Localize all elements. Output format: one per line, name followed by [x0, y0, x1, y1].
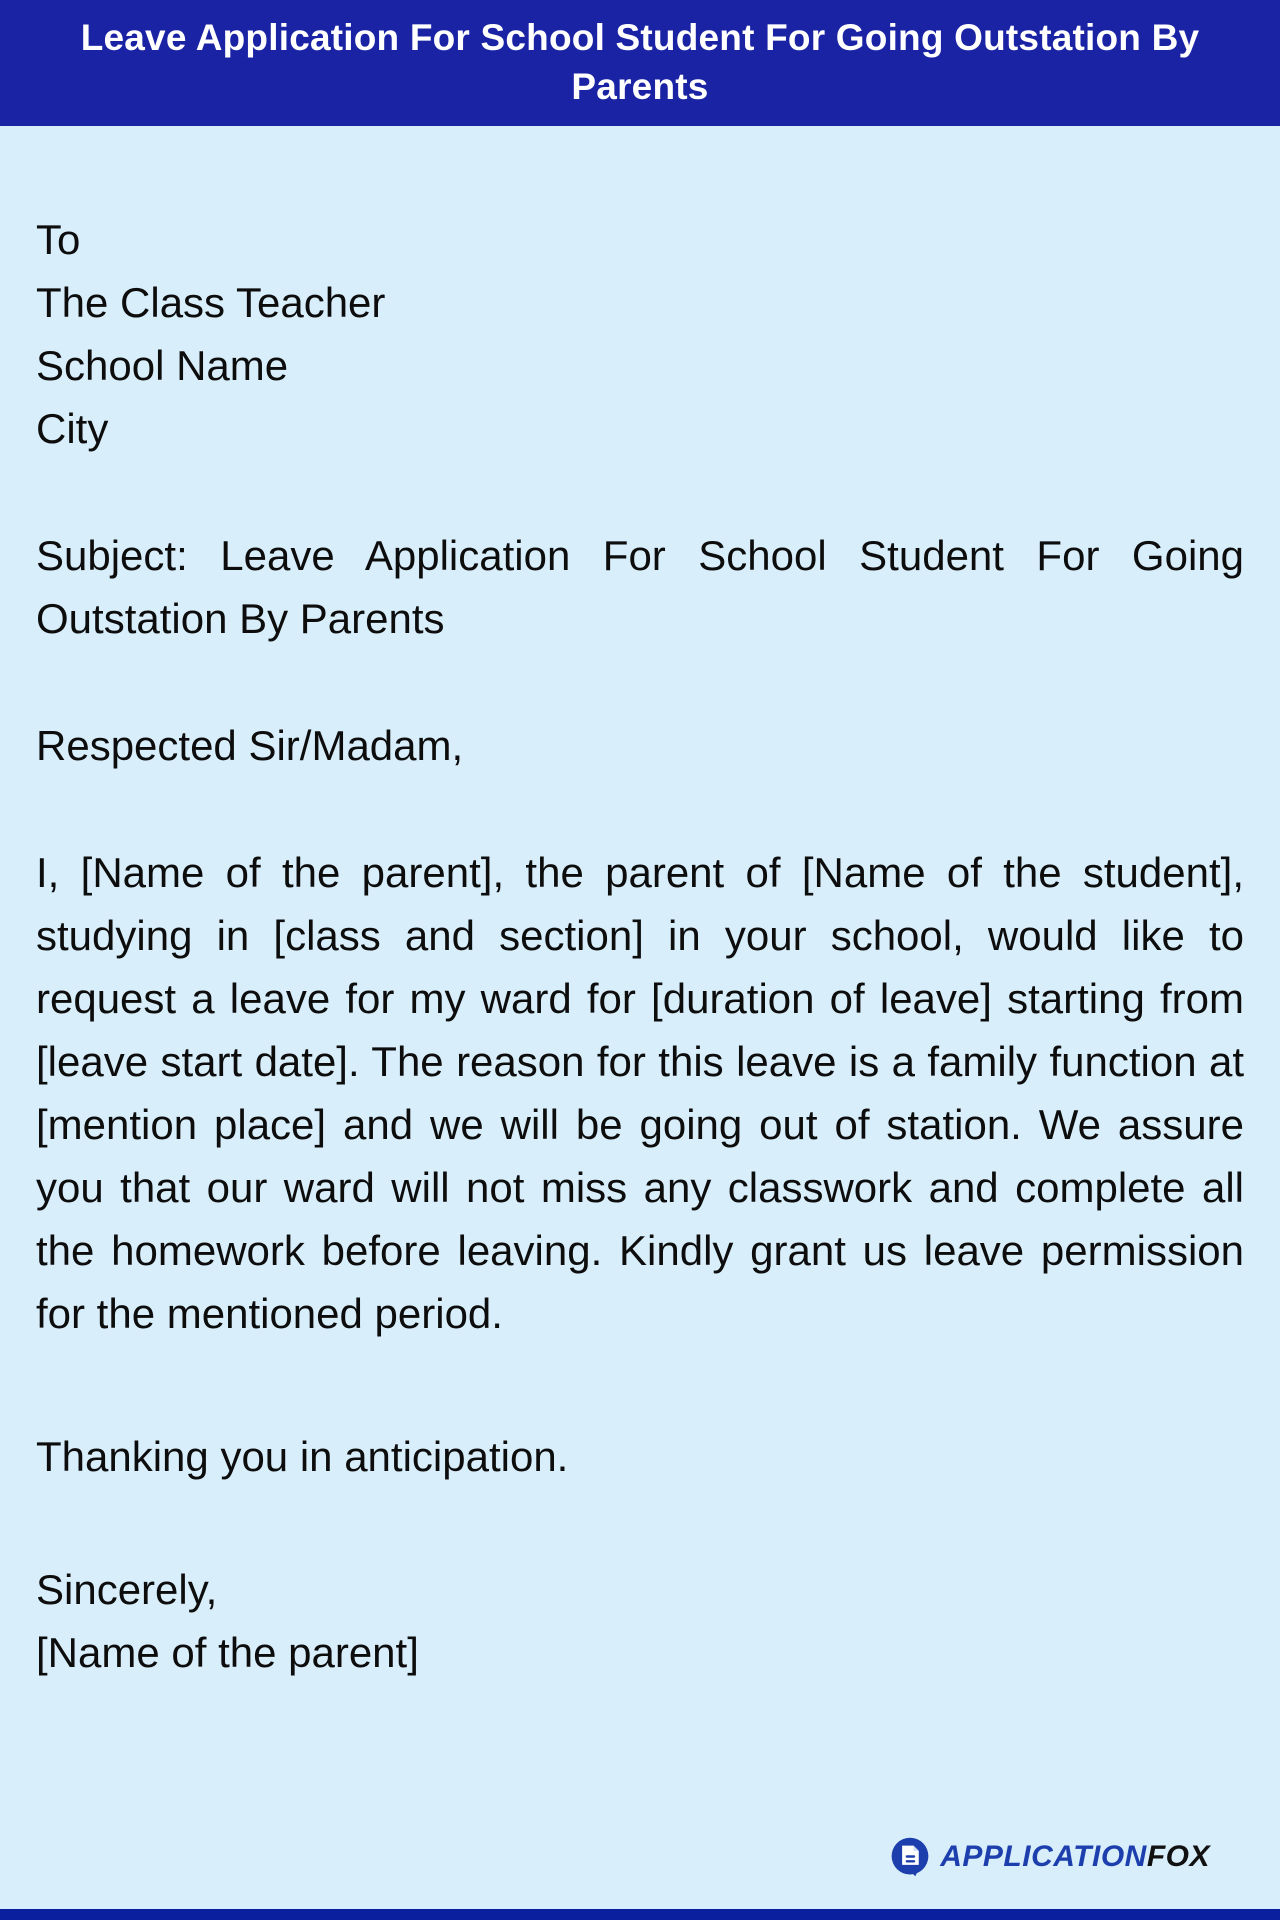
letter-body [0, 208, 1280, 1684]
recipient-line-teacher: The Class Teacher [36, 279, 386, 326]
recipient-block [36, 208, 1244, 460]
recipient-line-to: To [36, 216, 81, 263]
page-title: Leave Application For School Student For Going Outstation By Parents [0, 0, 1280, 126]
closing-line: Thanking you in anticipation. [36, 1433, 569, 1480]
letter-paragraph: I, [Name of the parent], the parent of [Name of the student], studying in [class and section] in your school, would like to request a leave for my ward for [duration of leave] starting from [leave start date]. The reason for this leave is a family function at [mention place] and we will be going out of station. We assure you that our ward will not miss any classwork and complete all the homework before leaving. Kindly grant us leave permission for the mentioned period. [36, 849, 1244, 1337]
applicationfox-logo [889, 1836, 1210, 1878]
bottom-accent-bar [0, 1909, 1280, 1920]
signature-block [36, 1558, 1244, 1684]
signature-name: [Name of the parent] [36, 1629, 419, 1676]
signoff: Sincerely, [36, 1566, 218, 1613]
brand-name-primary: APPLICATION [940, 1840, 1147, 1873]
recipient-line-school: School Name [36, 342, 289, 389]
recipient-line-city: City [36, 405, 109, 452]
subject-line: Subject: Leave Application For School Student For Going Outstation By Parents [36, 532, 1244, 642]
salutation: Respected Sir/Madam, [36, 722, 464, 769]
brand-name-secondary: FOX [1146, 1840, 1210, 1873]
document-icon [889, 1836, 931, 1878]
brand-wordmark [940, 1840, 1210, 1874]
